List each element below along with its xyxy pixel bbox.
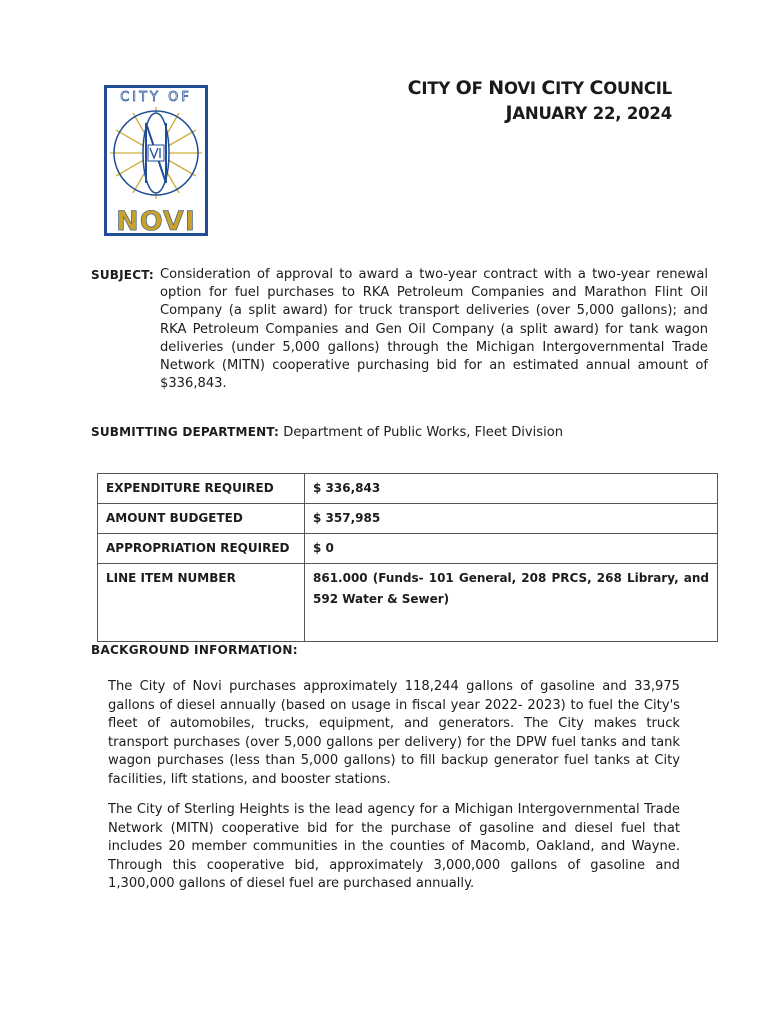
subject-label: SUBJECT: <box>91 268 154 282</box>
background-paragraph-1: The City of Novi purchases approximately 118,244 gallons of gasoline and 33,975 gallons of diesel annually (based on usage in fiscal year 2022- 2023) to fuel the City's fleet of automobiles, trucks, equipment, and generators. The City makes truck transport purchases (over 5,000 gallons per delivery) for the DPW fuel tanks and tank wagon purchases (less than 5,000 gallons) to fill backup generator fuel tanks at City facilities, lift stations, and booster stations. <box>108 679 680 787</box>
subject-text: Consideration of approval to award a two-year contract with a two-year renewal option for fuel purchases to RKA Petroleum Companies and Marathon Flint Oil Company (a split award) for truck transport deliveries (over 5,000 gallons); and RKA Petroleum Companies and Gen Oil Company (a split award) for tank wagon deliveries (under 5,000 gallons) through the Michigan Intergovernmental Trade Network (MITN) cooperative purchasing bid for an estimated annual amount of $336,843. <box>160 267 708 392</box>
table-row <box>98 534 718 564</box>
table-value: $ 336,843 <box>305 474 718 504</box>
title-line-1: CITY OF NOVI CITY COUNCIL <box>407 77 672 99</box>
city-of-novi-logo <box>104 85 208 236</box>
background-heading: BACKGROUND INFORMATION: <box>91 643 298 657</box>
table-value: $ 357,985 <box>305 504 718 534</box>
department-label: SUBMITTING DEPARTMENT: <box>91 425 280 439</box>
table-value: $ 0 <box>305 534 718 564</box>
department-value: Department of Public Works, Fleet Division <box>283 425 564 440</box>
table-row <box>98 504 718 534</box>
table-key: AMOUNT BUDGETED <box>98 504 305 534</box>
table-key: APPROPRIATION REQUIRED <box>98 534 305 564</box>
submitting-department <box>91 425 563 440</box>
table-row <box>98 564 718 642</box>
document-title <box>408 76 672 126</box>
title-line-2: JANUARY 22, 2024 <box>505 102 672 124</box>
background-paragraph-2: The City of Sterling Heights is the lead agency for a Michigan Intergovernmental Trade Network (MITN) cooperative bid for the purchase of gasoline and diesel fuel that includes 20 member communities in the counties of Macomb, Oakland, and Wayne. Through this cooperative bid, approximately 3,000,000 gallons of gasoline and 1,300,000 gallons of diesel fuel are purchased annually. <box>108 802 680 892</box>
table-row <box>98 474 718 504</box>
logo-bottom-text: NOVI <box>116 206 196 236</box>
table-value: 861.000 (Funds- 101 General, 208 PRCS, 268 Library, and 592 Water & Sewer) <box>305 564 718 642</box>
table-key: LINE ITEM NUMBER <box>98 564 305 642</box>
table-key: EXPENDITURE REQUIRED <box>98 474 305 504</box>
budget-table <box>97 473 718 642</box>
logo-top-text: CITY OF <box>120 90 192 105</box>
